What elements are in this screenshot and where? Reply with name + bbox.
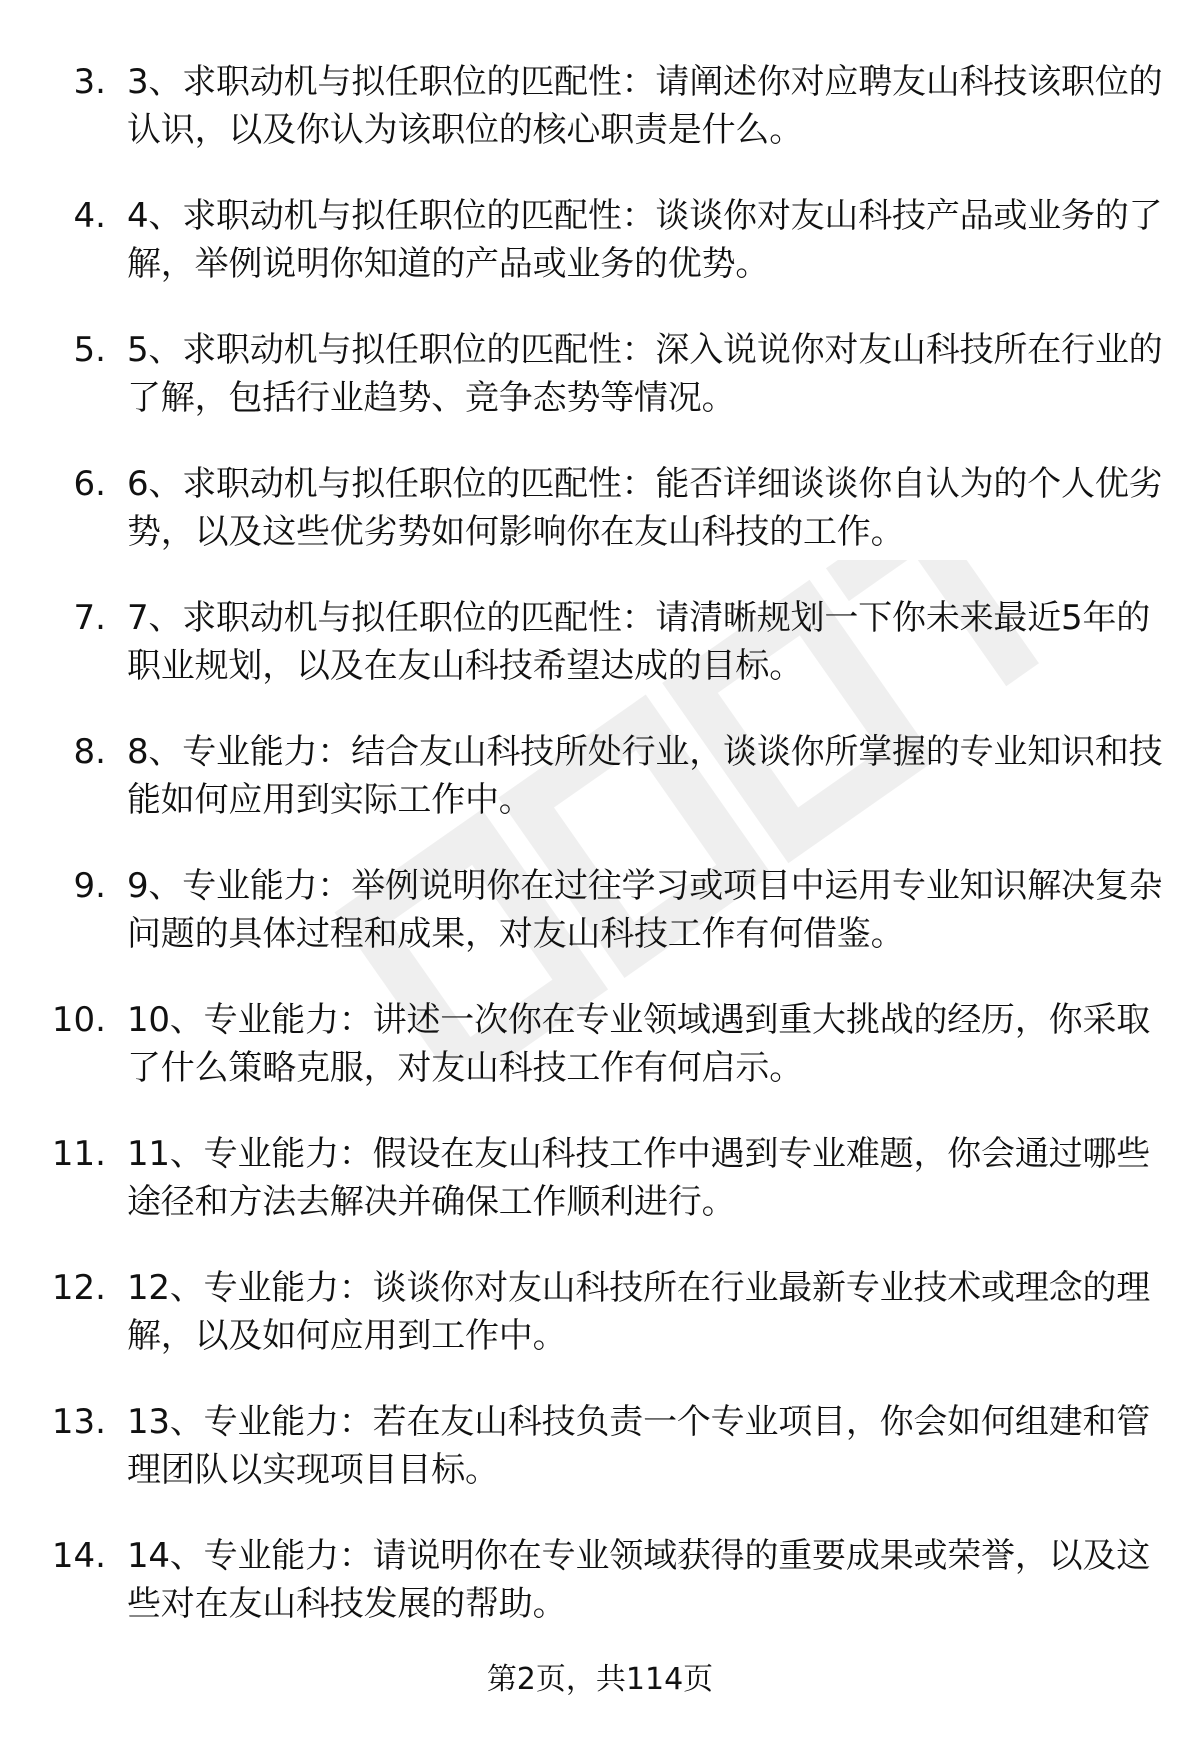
list-item [0,594,1200,728]
item-number: 11. [51,1134,106,1174]
list-item [0,1398,1200,1532]
list-item [0,728,1200,862]
list-item [0,58,1200,192]
question-text: 3、求职动机与拟任职位的匹配性：请阐述你对应聘友山科技该职位的认识，以及你认为该职位的核心职责是什么。 [127,62,1163,150]
item-number: 10. [51,1000,106,1040]
list-item [0,460,1200,594]
question-text: 8、专业能力：结合友山科技所处行业，谈谈你所掌握的专业知识和技能如何应用到实际工作中。 [127,732,1163,820]
question-text: 13、专业能力：若在友山科技负责一个专业项目，你会如何组建和管理团队以实现项目目标。 [127,1402,1151,1490]
question-text: 7、求职动机与拟任职位的匹配性：请清晰规划一下你未来最近5年的职业规划，以及在友山科技希望达成的目标。 [127,598,1151,686]
item-number: 6. [73,464,106,504]
list-item [0,1130,1200,1264]
question-list [0,58,1200,1666]
list-item [0,996,1200,1130]
item-number: 3. [73,62,106,102]
item-number: 4. [73,196,106,236]
item-number: 7. [73,598,106,638]
list-item [0,862,1200,996]
list-item [0,326,1200,460]
item-number: 5. [73,330,106,370]
question-text: 10、专业能力：讲述一次你在专业领域遇到重大挑战的经历，你采取了什么策略克服，对友山科技工作有何启示。 [127,1000,1151,1088]
question-text: 5、求职动机与拟任职位的匹配性：深入说说你对友山科技所在行业的了解，包括行业趋势、竞争态势等情况。 [127,330,1163,418]
item-number: 13. [51,1402,106,1442]
item-number: 12. [51,1268,106,1308]
question-text: 11、专业能力：假设在友山科技工作中遇到专业难题，你会通过哪些途径和方法去解决并确保工作顺利进行。 [127,1134,1151,1222]
question-text: 14、专业能力：请说明你在专业领域获得的重要成果或荣誉，以及这些对在友山科技发展的帮助。 [127,1536,1151,1624]
page-footer: 第2页，共114页 [486,1662,714,1697]
list-item [0,1532,1200,1666]
list-item [0,1264,1200,1398]
question-text: 6、求职动机与拟任职位的匹配性：能否详细谈谈你自认为的个人优劣势，以及这些优劣势如何影响你在友山科技的工作。 [127,464,1163,552]
item-number: 9. [73,866,106,906]
question-text: 12、专业能力：谈谈你对友山科技所在行业最新专业技术或理念的理解，以及如何应用到工作中。 [127,1268,1151,1356]
item-number: 14. [51,1536,106,1576]
question-text: 9、专业能力：举例说明你在过往学习或项目中运用专业知识解决复杂问题的具体过程和成果，对友山科技工作有何借鉴。 [127,866,1163,954]
list-item [0,192,1200,326]
item-number: 8. [73,732,106,772]
question-text: 4、求职动机与拟任职位的匹配性：谈谈你对友山科技产品或业务的了解，举例说明你知道的产品或业务的优势。 [127,196,1163,284]
